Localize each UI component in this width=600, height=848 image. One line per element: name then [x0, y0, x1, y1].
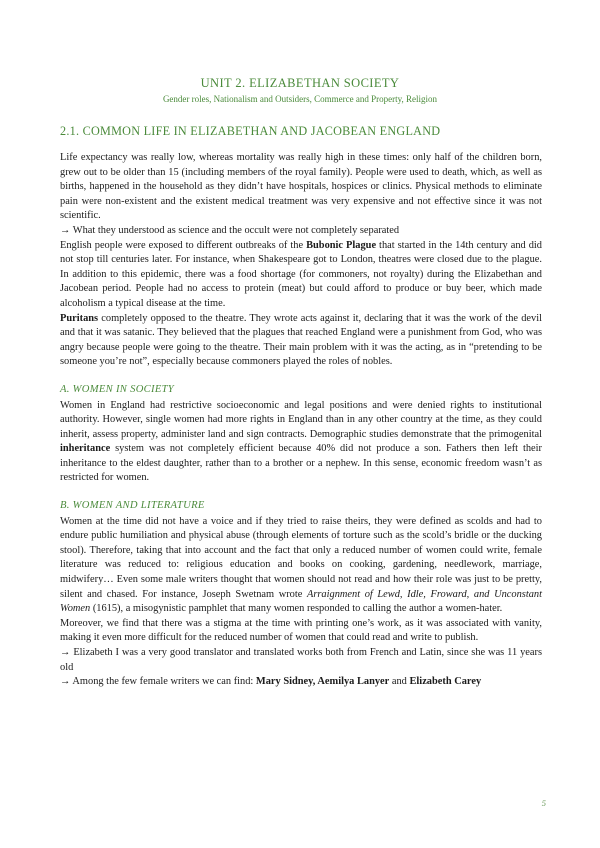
subheading-women-in-society: A. WOMEN IN SOCIETY: [60, 383, 174, 395]
bold-mary-sidney: Mary Sidney: [255, 676, 313, 688]
subheading-women-and-literature: B. WOMEN AND LITERATURE: [60, 500, 205, 512]
note-female-writers: → Among the few female writers we can find: Mary Sidney, Aemilya Lanyer and Elizabeth Carey: [60, 676, 482, 688]
paragraph-plague: English people were exposed to different outbreaks of the Bubonic Plague that started in the 14th century and did not stop till centuries later. For instance, when Shakespeare got to London, theatres were closed due to the plague. In addition to this epidemic, there was a food shortage (for commoners, not royalty) during the Elizabethan and Jacobean period. People had no access to protein (meat) but could afford to produce or buy beer, which made alcoholism a typical disease at the time.: [60, 239, 543, 309]
bold-inheritance: inheritance: [60, 443, 111, 455]
note-elizabeth-translator: → Elizabeth I was a very good translator and translated works both from French and Latin, since she was 11 years old: [60, 647, 542, 673]
italic-book-title: Arraignment of Lewd, Idle, Froward, and Unconstant Women: [60, 588, 542, 615]
paragraph-women-society: Women in England had restrictive socioeconomic and legal positions and were denied rights to institutional authority. However, single women had more rights in England than in any other country at the time, as they could inherit, assess property, administer land and sign contracts. Demographic studies demonstrate that the primogenital inheritance system was not completely efficient because 40% did not produce a son. Fathers then left their inheritance to the eldest daughter, rather than to a brother or a nephew. In this sense, economic freedom wasn’t as restricted for women.: [60, 399, 542, 484]
unit-title: UNIT 2. ELIZABETHAN SOCIETY: [200, 76, 400, 90]
bold-puritans: Puritans: [60, 312, 99, 324]
bold-aemilya-lanyer: Aemilya Lanyer: [317, 676, 390, 688]
page-number: 5: [541, 798, 546, 808]
bold-elizabeth-carey: Elizabeth Carey: [409, 676, 482, 688]
paragraph-printing-stigma: Moreover, we find that there was a stigma at the time with printing one’s work, as it was associated with vanity, making it even more difficult for the reduced number of women that could read and write to publish.: [60, 617, 542, 644]
body-text: [60, 151, 542, 690]
unit-subtitle: Gender roles, Nationalism and Outsiders, Commerce and Property, Religion: [162, 94, 438, 104]
section-heading: 2.1. COMMON LIFE IN ELIZABETHAN AND JACOBEAN ENGLAND: [60, 124, 441, 138]
note-science-occult: → What they understood as science and the occult were not completely separated: [60, 224, 400, 236]
bold-bubonic-plague: Bubonic Plague: [306, 239, 377, 251]
paragraph-puritans: Puritans completely opposed to the theatre. They wrote acts against it, declaring that it was the work of the devil and that it was satanic. They believed that the plagues that reached England were a punishment from God, who was angry because people were going to the theatre. Their main problem with it was the acting, as in “pretending to be someone you’re not”, especially because commoners played the roles of nobles.: [60, 312, 542, 368]
paragraph-life-expectancy: Life expectancy was really low, whereas mortality was really high in these times: only half of the children born, grew out to be older than 15 (including members of the royal family). People were used to death, which, as well as births, happened in the household as they didn’t have hospitals, hospices or clinics. Physical methods to eliminate pain were non-existent and the existent medical treatment was very expensive and not effective since it was not scientific.: [60, 152, 542, 222]
paragraph-women-voice: Women at the time did not have a voice and if they tried to raise theirs, they were defined as scolds and had to endure public humiliation and physical abuse (through elements of torture such as the scold’s bridle or the ducking stool). Therefore, taking that into account and the fact that only a reduced number of women could write, female literature was reduced to: religious education and books on cooking, gardening, needlework, marriage, midwifery… Even some male writers thought that women should not read and how their role was just to be pretty, silent and chased. For instance, Joseph Swetnam wrote Arraignment of Lewd, Idle, Froward, and Unconstant Women (1615), a misogynistic pamphlet that many women responded to calling the author a women-hater.: [60, 515, 542, 615]
